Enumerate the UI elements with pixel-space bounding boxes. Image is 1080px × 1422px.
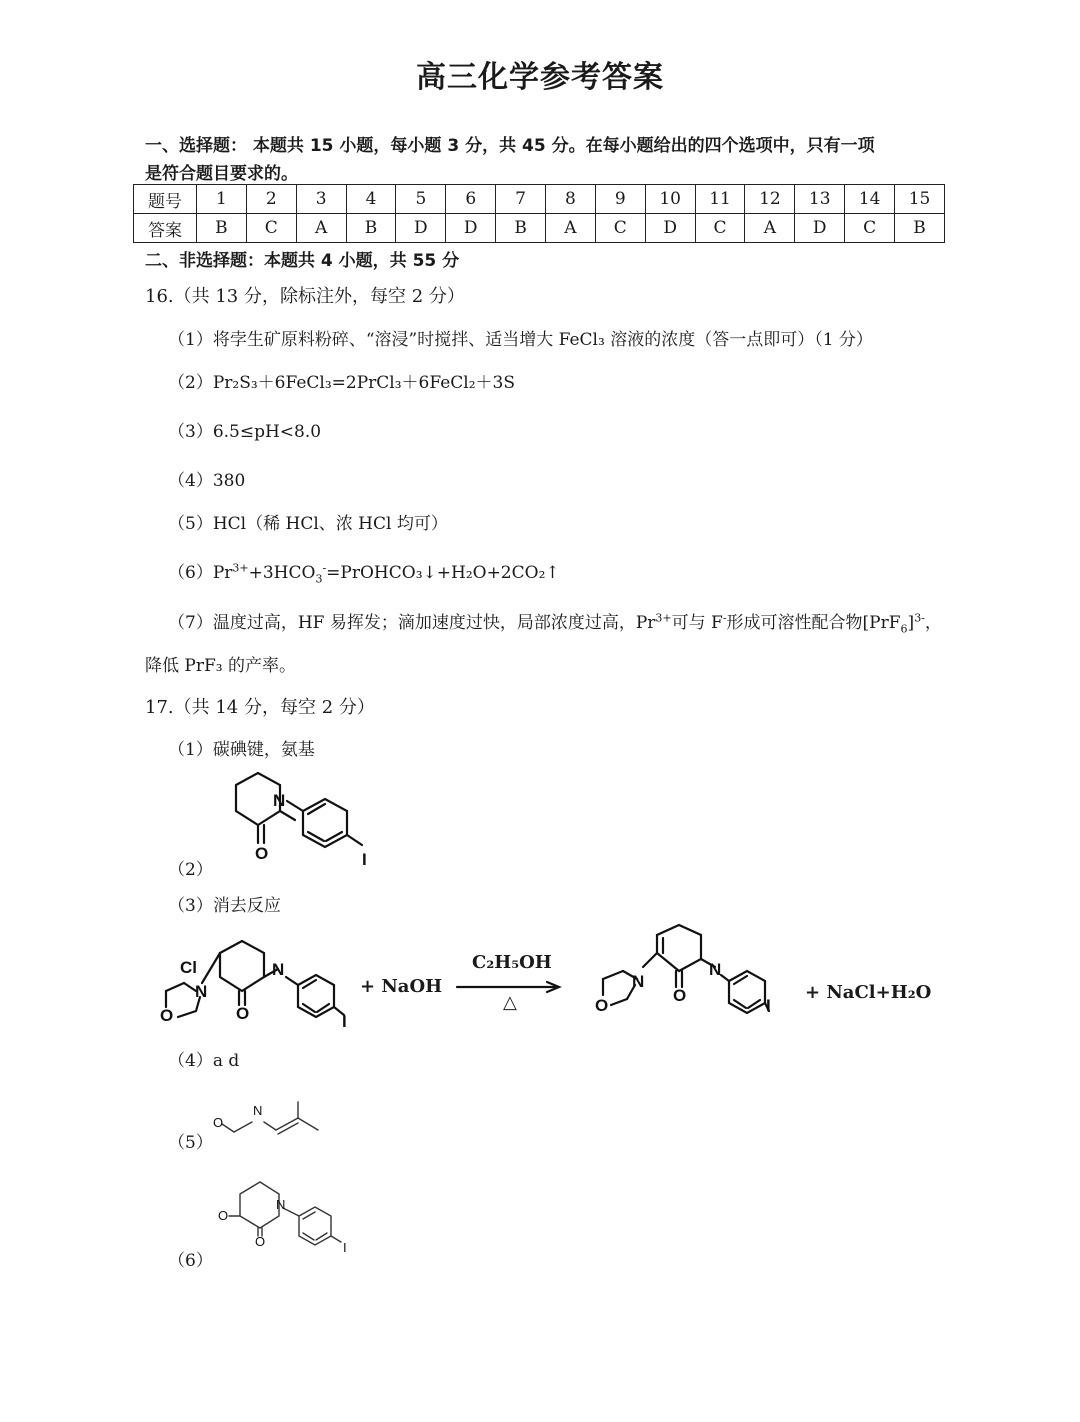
- answer-cell: B: [895, 214, 945, 243]
- answer-cell: B: [496, 214, 546, 243]
- q17-answer-5-label: （5）: [168, 1133, 213, 1153]
- atom-iodine: I: [766, 996, 771, 1015]
- answer-cell: C: [845, 214, 895, 243]
- number-row-label: 题号: [134, 185, 197, 214]
- q16-answer-5: （5）HCl（稀 HCl、浓 HCl 均可）: [168, 514, 448, 534]
- atom-nitrogen: N: [632, 972, 645, 991]
- atom-iodine: I: [342, 1012, 347, 1031]
- answer-cell: C: [246, 214, 296, 243]
- answer-table-number-row: [134, 185, 945, 214]
- atom-nitrogen: N: [273, 791, 286, 810]
- question-number: 10: [645, 185, 695, 214]
- question-number: 9: [595, 185, 645, 214]
- reaction-plus-byproducts: + NaCl+H₂O: [805, 982, 932, 1003]
- section2-heading: 二、非选择题：本题共 4 小题，共 55 分: [145, 251, 460, 271]
- q17-answer-5-structure: [212, 1098, 327, 1143]
- atom-oxygen: O: [595, 996, 609, 1015]
- answer-table-answer-row: [134, 214, 945, 243]
- q16-header: 16.（共 13 分，除标注外，每空 2 分）: [145, 286, 465, 307]
- answer-cell: A: [296, 214, 346, 243]
- answer-cell: D: [645, 214, 695, 243]
- atom-oxygen: O: [236, 1004, 250, 1023]
- reaction-condition-heat: △: [503, 992, 517, 1013]
- q16-answer-3: （3）6.5≤pH<8.0: [168, 422, 322, 442]
- q17-answer-3: （3）消去反应: [168, 896, 281, 916]
- question-number: 15: [895, 185, 945, 214]
- answer-cell: C: [595, 214, 645, 243]
- q17-answer-4: （4）a d: [168, 1051, 240, 1071]
- atom-oxygen: O: [160, 1006, 174, 1025]
- reaction-condition-solvent: C₂H₅OH: [472, 952, 552, 973]
- question-number: 4: [346, 185, 396, 214]
- question-number: 11: [695, 185, 745, 214]
- product-structure: [583, 925, 783, 1020]
- q16-answer-7-line2: 降低 PrF₃ 的产率。: [145, 656, 296, 676]
- atom-iodine: I: [362, 850, 367, 869]
- q17-answer-6-structure: [215, 1170, 355, 1255]
- answer-cell: C: [695, 214, 745, 243]
- answer-cell: B: [346, 214, 396, 243]
- q16-answer-1: （1）将孛生矿原料粉碎、“溶浸”时搅拌、适当增大 FeCl₃ 溶液的浓度（答一点即可）（1 分）: [168, 330, 873, 350]
- question-number: 5: [396, 185, 446, 214]
- q16-answer-7-line1: （7）温度过高，HF 易挥发；滴加速度过快，局部浓度过高，$Pr^{3+}$可与 F-形成可溶性配合物$[PrF_6]^{3-}$，: [168, 611, 942, 636]
- question-number: 13: [795, 185, 845, 214]
- atom-oxygen: O: [255, 1234, 266, 1249]
- atom-chlorine: Cl: [180, 958, 197, 977]
- question-number: 1: [197, 185, 247, 214]
- answer-cell: D: [396, 214, 446, 243]
- atom-oxygen: O: [673, 986, 687, 1005]
- answer-cell: D: [446, 214, 496, 243]
- reactant-structure: [152, 935, 352, 1030]
- section1-line2: 是符合题目要求的。: [145, 164, 298, 184]
- section1-line1: 一、选择题： 本题共 15 小题，每小题 3 分，共 45 分。在每小题给出的四个选项中，只有一项: [145, 136, 875, 156]
- atom-nitrogen: N: [253, 1103, 263, 1118]
- q16-answer-4: （4）380: [168, 471, 246, 491]
- atom-oxygen: O: [255, 844, 269, 863]
- q17-answer-6-label: （6）: [168, 1251, 213, 1271]
- atom-iodine: I: [343, 1240, 347, 1255]
- q17-answer-2-structure: [215, 765, 385, 875]
- question-number: 3: [296, 185, 346, 214]
- answer-table: [133, 184, 945, 243]
- atom-nitrogen: N: [276, 1197, 286, 1212]
- atom-nitrogen: N: [272, 960, 285, 979]
- q17-answer-2-label: （2）: [168, 860, 213, 880]
- question-number: 2: [246, 185, 296, 214]
- q16-answer-2: （2）Pr₂S₃＋6FeCl₃=2PrCl₃＋6FeCl₂＋3S: [168, 373, 516, 393]
- page-title: 高三化学参考答案: [416, 60, 664, 95]
- question-number: 12: [745, 185, 795, 214]
- atom-nitrogen: N: [195, 982, 208, 1001]
- q17-header: 17.（共 14 分，每空 2 分）: [145, 697, 375, 718]
- reaction-plus-naoh: + NaOH: [360, 976, 443, 997]
- question-number: 6: [446, 185, 496, 214]
- answer-cell: A: [546, 214, 596, 243]
- atom-nitrogen: N: [709, 960, 722, 979]
- answer-cell: A: [745, 214, 795, 243]
- question-number: 8: [546, 185, 596, 214]
- atom-oxygen: O: [218, 1208, 229, 1223]
- question-number: 7: [496, 185, 546, 214]
- answer-cell: B: [197, 214, 247, 243]
- question-number: 14: [845, 185, 895, 214]
- answer-cell: D: [795, 214, 845, 243]
- q17-answer-1: （1）碳碘键，氨基: [168, 740, 315, 760]
- atom-oxygen: O: [213, 1115, 224, 1130]
- answer-row-label: 答案: [134, 214, 197, 243]
- q16-answer-6: $(6)Pr^{3+}+3HCO_3^-=PrOHCO_3↓+H_2O+2CO_2↑$: [168, 561, 560, 586]
